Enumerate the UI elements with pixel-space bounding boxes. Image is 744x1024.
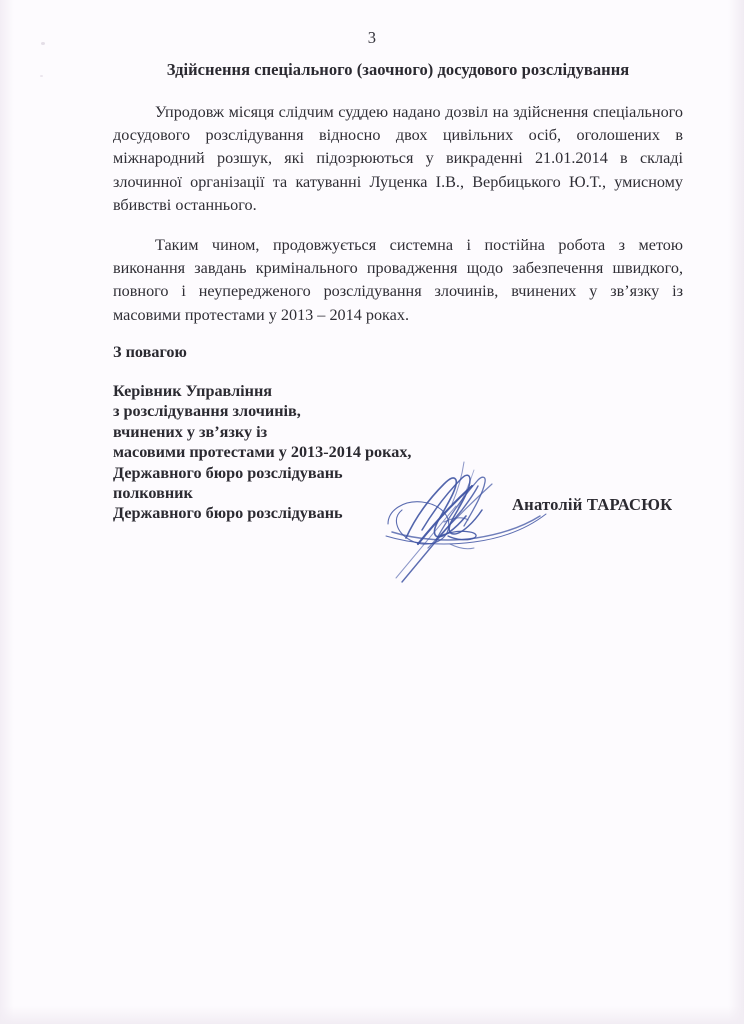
paragraph-2: Таким чином, продовжується системна і постійна робота з метою виконання завдань кримінального провадження щодо забезпечення швидкого, повного і неупередженого розслідування злочинів, вчинених у зв’язку із масовими протестами у 2013 – 2014 роках.: [113, 236, 683, 324]
closing-salutation: З повагою: [113, 343, 187, 361]
signature-block-line: Державного бюро розслідувань: [113, 463, 343, 482]
signature-block-line: Керівник Управління: [113, 382, 273, 400]
signature-block-line: з розслідування злочинів,: [113, 402, 301, 421]
signature-block-line: Державного бюро розслідувань: [113, 504, 343, 523]
body-text: [113, 101, 683, 327]
signature-block-line: вчинених у зв’язку із: [113, 422, 268, 441]
signature-block-line: масовими протестами у 2013-2014 роках,: [113, 443, 412, 462]
paragraph-1: Упродовж місяця слідчим суддею надано дозвіл на здійснення спеціального досудового розслідування відносно двох цивільних осіб, оголошених в міжнародний розшук, які підозрюються у викраденні 21.01.2014 в складі злочинної організації та катуванні Луценка І.В., Вербицького Ю.Т., умисному вбивстві останнього.: [113, 103, 683, 214]
page-title: Здійснення спеціального (заочного) досудового розслідування: [166, 60, 630, 79]
scan-edge-right: [728, 0, 744, 1024]
scan-edge-bottom: [0, 1006, 744, 1024]
scan-edge-left: [0, 0, 14, 1024]
page-number: 3: [367, 28, 377, 47]
signature-block-line: полковник: [113, 484, 193, 503]
scan-speck: [40, 75, 43, 77]
signer-name: Анатолій ТАРАСЮК: [512, 495, 673, 514]
signature-block: [113, 381, 411, 524]
